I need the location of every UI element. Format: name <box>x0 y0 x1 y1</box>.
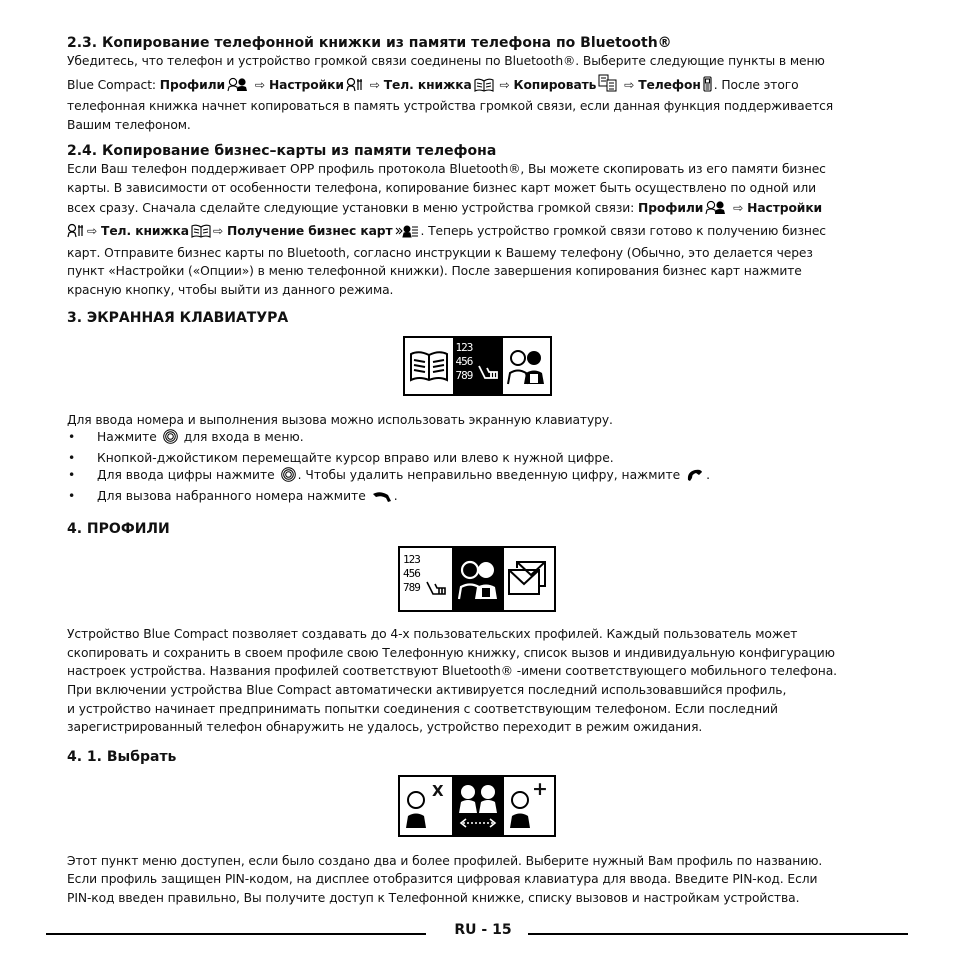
keypad-row: 456 <box>455 354 473 368</box>
menu-receive-business-cards: Получение бизнес карт <box>227 224 393 239</box>
arrow: ⇨ <box>369 77 380 92</box>
joystick-button-icon <box>281 467 296 488</box>
menu-settings: Настройки <box>268 77 344 92</box>
text: . Теперь устройство громкой связи готово к получению бизнес <box>420 224 826 239</box>
keypad-row: 456 <box>403 567 420 581</box>
document-page <box>67 34 887 907</box>
section-2-4-line-7: красную кнопку, чтобы выйти из данного режима. <box>67 282 394 297</box>
section-2-4-line-1: Если Ваш телефон поддерживает OPP профиль протокола Bluetooth®, Вы можете скопировать из его памяти бизнес <box>67 162 826 177</box>
envelope-menu-icon <box>504 548 550 610</box>
keypad-row: 789 <box>403 581 420 595</box>
section-2-3-line-3: телефонная книжка начнет копироваться в память устройства громкой связи, если данная функция поддерживается <box>67 99 834 114</box>
pointer-hand-icon <box>425 578 449 600</box>
section-4-line-1: Устройство Blue Compact позволяет создавать до 4-х пользовательских профилей. Каждый пользователь может <box>67 627 798 642</box>
keypad-row: 123 <box>403 553 420 567</box>
phonebook-menu-icon <box>405 338 453 394</box>
profiles-menu-icon <box>503 338 550 394</box>
section-2-4-line-6: пункт «Настройки («Опции») в меню телефонной книжки). После завершения копирования бизнес карт нажмите <box>67 264 802 279</box>
profiles-menu-icon <box>452 548 504 610</box>
section-4-line-4: При включении устройства Blue Compact автоматически активируется последний использовавшийся профиль, <box>67 682 787 697</box>
keypad-digits <box>403 553 420 595</box>
menu-copy: Копировать <box>513 77 597 92</box>
section-4-heading: 4. ПРОФИЛИ <box>67 521 170 538</box>
section-2-3-line-4: Вашим телефоном. <box>67 117 191 132</box>
profiles-icon <box>705 200 727 221</box>
page-footer <box>46 922 908 942</box>
text: . После этого <box>713 77 799 92</box>
section-2-3-line-2 <box>67 74 887 98</box>
section-4-1-heading: 4. 1. Выбрать <box>67 748 177 765</box>
add-profile-menu-icon <box>504 777 550 835</box>
pointer-hand-icon <box>477 362 501 384</box>
section-4-line-5: и устройство начинает предпринимать попытки соединения с соответствующим телефоном. Если последний <box>67 701 778 716</box>
menu-profiles: Профили <box>159 77 226 92</box>
menu-screen <box>398 546 556 612</box>
phonebook-icon <box>474 78 494 98</box>
keypad-menu-icon <box>453 338 503 394</box>
keypad-row: 123 <box>455 340 473 354</box>
settings-icon <box>346 77 364 98</box>
footer-rule-right <box>528 933 908 935</box>
menu-phonebook: Тел. книжка <box>101 224 189 239</box>
section-4-line-2: скопировать и сохранить в своем профиле свою Телефонную книжку, список вызов и индивидуальную конфигурацию <box>67 645 835 660</box>
list-item <box>67 488 887 509</box>
text: всех сразу. Сначала сделайте следующие установки в меню устройства громкой связи: <box>67 200 638 215</box>
arrow: ⇨ <box>212 224 224 239</box>
receive-card-icon <box>395 224 419 244</box>
arrow: ⇨ <box>733 200 744 215</box>
section-3-intro: Для ввода номера и выполнения вызова можно использовать экранную клавиатуру. <box>67 412 613 427</box>
text: для входа в меню. <box>179 430 304 445</box>
section-4-line-3: настроек устройства. Названия профилей соответствуют Bluetooth® -имени соответствующего мобильного телефона. <box>67 664 837 679</box>
menu-profiles: Профили <box>638 200 704 215</box>
add-mark: + <box>532 777 548 800</box>
menu-settings: Настройки <box>747 200 823 215</box>
call-icon <box>372 491 392 509</box>
page-number: RU - 15 <box>454 922 512 938</box>
section-4-1-line-1: Этот пункт меню доступен, если было создано два и более профилей. Выберите нужный Вам профиль по названию. <box>67 853 823 868</box>
delete-mark: X <box>432 781 444 800</box>
menu-screen <box>403 336 552 396</box>
section-3-list <box>67 429 887 508</box>
section-2-4-line-5: карт. Отправите бизнес карты по Bluetooth, согласно инструкции к Вашему телефону (Обычно, это делается через <box>67 245 813 260</box>
joystick-button-icon <box>163 429 178 450</box>
text: Для ввода цифры нажмите <box>97 468 279 483</box>
arrow: ⇨ <box>499 77 510 92</box>
end-call-icon <box>686 468 704 488</box>
section-3-heading: 3. ЭКРАННАЯ КЛАВИАТУРА <box>67 309 289 326</box>
list-item <box>67 467 887 488</box>
phone-icon <box>703 76 712 98</box>
list-item: • Кнопкой-джойстиком перемещайте курсор вправо или влево к нужной цифре. <box>67 450 887 468</box>
section-2-3-heading: 2.3. Копирование телефонной книжки из памяти телефона по Bluetooth® <box>67 35 672 51</box>
arrow: ⇨ <box>624 77 635 92</box>
section-2-3-line-1: Убедитесь, что телефон и устройство громкой связи соединены по Bluetooth®. Выберите следующие пункты в меню <box>67 54 825 68</box>
text: Для вызова набранного номера нажмите <box>97 488 370 503</box>
select-profile-menu-icon <box>452 777 504 835</box>
settings-icon <box>67 223 85 244</box>
text: . <box>706 468 711 483</box>
figure-select-profile-menu <box>67 775 887 837</box>
text: Blue Compact: <box>67 77 160 92</box>
section-2-4-line-2: карты. В зависимости от особенности телефона, копирование бизнес карт может быть осуществлено по одной или <box>67 180 816 195</box>
text: . <box>393 488 398 503</box>
text: . Чтобы удалить неправильно введенную цифру, нажмите <box>297 468 685 483</box>
text: Нажмите <box>97 430 161 445</box>
profiles-icon <box>227 77 249 98</box>
phonebook-icon <box>191 224 211 244</box>
menu-phone: Телефон <box>638 77 701 92</box>
menu-phonebook: Тел. книжка <box>383 77 472 92</box>
section-4-1-line-2: Если профиль защищен PIN-кодом, на дисплее отобразится цифровая клавиатура для ввода. Введите PIN-код. Если <box>67 872 818 887</box>
figure-keypad-menu <box>67 336 887 396</box>
section-2-4-line-4 <box>67 222 887 244</box>
section-4-1-line-3: PIN-код введен правильно, Вы получите доступ к Телефонной книжке, списку вызовов и настройкам устройства. <box>67 890 800 905</box>
arrow: ⇨ <box>254 77 266 92</box>
section-2-4-heading: 2.4. Копирование бизнес–карты из памяти телефона <box>67 143 497 160</box>
keypad-row: 789 <box>455 368 473 382</box>
delete-profile-menu-icon <box>400 777 452 835</box>
list-item <box>67 429 887 450</box>
footer-rule-left <box>46 933 426 935</box>
copy-icon <box>598 74 618 98</box>
section-2-4-line-3 <box>67 199 887 221</box>
keypad-digits <box>456 341 473 383</box>
arrow: ⇨ <box>87 224 98 239</box>
figure-profiles-menu <box>67 546 887 612</box>
section-4-line-6: зарегистрированный телефон обнаружить не удалось, устройство переходит в режим ожидания. <box>67 720 703 735</box>
keypad-menu-icon <box>400 548 452 610</box>
menu-screen <box>398 775 556 837</box>
